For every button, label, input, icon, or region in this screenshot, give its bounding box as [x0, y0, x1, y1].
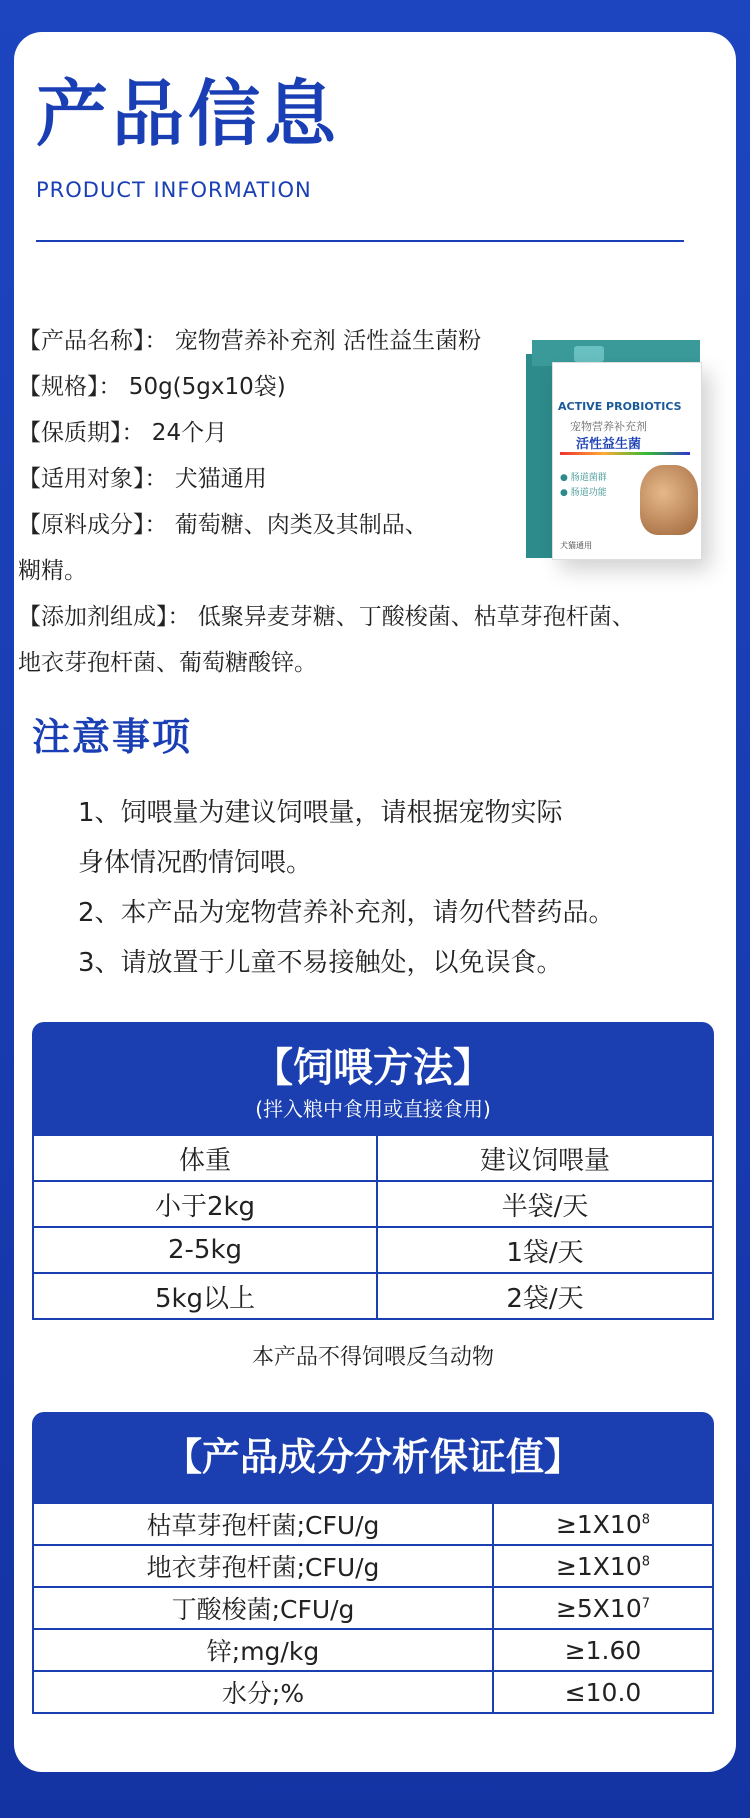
notes-title: 注意事项 — [32, 715, 193, 759]
box-side — [526, 354, 554, 558]
table-row — [33, 1136, 713, 1181]
item-cell: 地衣芽孢杆菌;CFU/g — [33, 1545, 493, 1587]
table-row — [33, 1181, 713, 1227]
table-row — [33, 1503, 713, 1545]
pet-illustration-icon — [640, 465, 698, 535]
value-cell: $\ge 1X10^8$ — [493, 1545, 713, 1587]
product-box-image — [520, 340, 700, 570]
table-row — [33, 1273, 713, 1319]
box-cn-label: 宠物营养补充剂 — [570, 420, 647, 433]
feeding-subtitle: (拌入粮中食用或直接食用) — [255, 1097, 491, 1121]
box-en-label: ACTIVE PROBIOTICS — [558, 400, 682, 413]
value-cell: ≤10.0 — [493, 1671, 713, 1713]
amount-cell: 2袋/天 — [377, 1273, 713, 1319]
info-ingredients: 【原料成分】： 葡萄糖、肉类及其制品、 — [18, 512, 428, 538]
value-cell: $\ge 1X10^8$ — [493, 1503, 713, 1545]
box-pill-1: ● 肠道菌群 — [560, 473, 607, 483]
feeding-note: 本产品不得饲喂反刍动物 — [251, 1345, 494, 1370]
amount-cell: 1袋/天 — [377, 1227, 713, 1273]
info-ingredients-cont: 糊精。 — [18, 558, 87, 584]
table-row — [33, 1587, 713, 1629]
table-row — [33, 1227, 713, 1273]
col-amount-header: 建议饲喂量 — [377, 1136, 713, 1181]
feeding-header — [32, 1022, 714, 1136]
notes-list — [78, 788, 615, 988]
note-2: 2、本产品为宠物营养补充剂，请勿代替药品。 — [78, 898, 615, 928]
table-row — [33, 1545, 713, 1587]
divider — [36, 240, 684, 242]
feeding-table — [32, 1022, 714, 1320]
composition-table — [32, 1412, 714, 1714]
info-shelf-life: 【保质期】： 24个月 — [18, 420, 228, 446]
feeding-title: 【饲喂方法】 — [253, 1045, 493, 1091]
info-additives-cont: 地衣芽孢杆菌、葡萄糖酸锌。 — [18, 650, 317, 676]
item-cell: 水分;% — [33, 1671, 493, 1713]
box-foot-label: 犬猫通用 — [560, 541, 592, 550]
weight-cell: 2-5kg — [33, 1227, 377, 1273]
note-1: 1、饲喂量为建议饲喂量，请根据宠物实际 — [78, 798, 563, 828]
box-pill-2: ● 肠道功能 — [560, 488, 607, 498]
box-rainbow-line — [560, 452, 690, 455]
info-spec: 【规格】： 50g(5gx10袋) — [18, 374, 286, 400]
info-additives: 【添加剂组成】： 低聚异麦芽糖、丁酸梭菌、枯草芽孢杆菌、 — [18, 604, 635, 630]
info-name: 【产品名称】： 宠物营养补充剂 活性益生菌粉 — [18, 328, 482, 354]
weight-cell: 小于2kg — [33, 1181, 377, 1227]
amount-cell: 半袋/天 — [377, 1181, 713, 1227]
weight-cell: 5kg以上 — [33, 1273, 377, 1319]
col-weight-header: 体重 — [33, 1136, 377, 1181]
box-cn-title: 活性益生菌 — [576, 437, 642, 452]
table-row — [33, 1629, 713, 1671]
value-cell: $\ge 5X10^7$ — [493, 1587, 713, 1629]
note-1-cont: 身体情况酌情饲喂。 — [78, 848, 313, 878]
table-row — [33, 1671, 713, 1713]
value-cell: ≥1.60 — [493, 1629, 713, 1671]
note-3: 3、请放置于儿童不易接触处，以免误食。 — [78, 948, 563, 978]
composition-title: 【产品成分分析保证值】 — [32, 1412, 714, 1502]
page-title: 产品信息 — [36, 72, 341, 156]
info-target: 【适用对象】： 犬猫通用 — [18, 466, 267, 492]
page-subtitle: PRODUCT INFORMATION — [36, 178, 312, 202]
item-cell: 丁酸梭菌;CFU/g — [33, 1587, 493, 1629]
box-lid — [574, 346, 604, 362]
item-cell: 锌;mg/kg — [33, 1629, 493, 1671]
item-cell: 枯草芽孢杆菌;CFU/g — [33, 1503, 493, 1545]
